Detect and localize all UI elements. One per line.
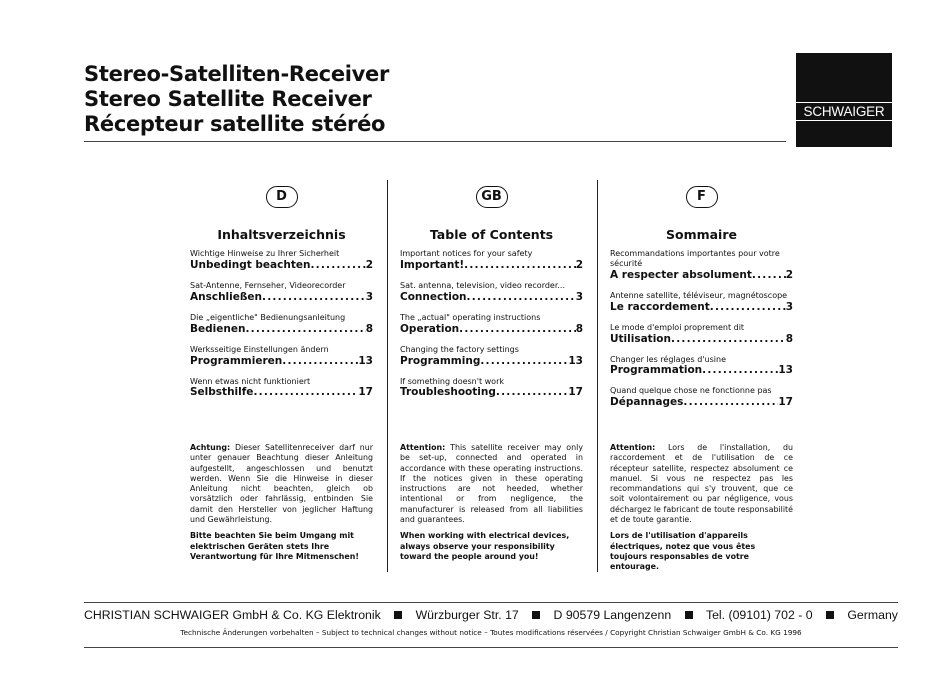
toc-page: 13: [568, 354, 583, 367]
square-bullet-icon: [394, 611, 402, 619]
footer-rule-bottom: [84, 647, 898, 648]
leader-dots: [245, 323, 365, 336]
toc-page: 13: [778, 364, 793, 377]
toc-entry: [190, 249, 373, 272]
toc-entry: [400, 281, 583, 304]
footer-street: Würzburger Str. 17: [415, 608, 519, 622]
leader-dots: [480, 355, 568, 368]
toc-description: Recommandations importantes pour votre sécurité: [610, 249, 780, 269]
square-bullet-icon: [685, 611, 693, 619]
toc-description: Sat. antenna, television, video recorder...: [400, 281, 566, 291]
toc-description: Wenn etwas nicht funktioniert: [190, 376, 311, 386]
leader-dots: [702, 364, 778, 377]
toc-description: The „actual" operating instructions: [400, 313, 541, 322]
toc-heading: Inhaltsverzeichnis: [217, 227, 346, 242]
toc-column-french: [610, 186, 793, 418]
footer-city: D 90579 Langenzenn: [553, 608, 672, 622]
language-badge: F: [686, 186, 718, 208]
footer-rule-top: [84, 602, 898, 603]
note-text: Lors de l'installation, du raccordement et de l'utilisation de ce récepteur satellite, respectez absolument ce manuel. Si vous ne respectez pas les recommandations qui s'y trouvent, que ce soit volontairement ou par négligence, vous déchargez le fabricant de toute responsabilité et de toute garantie.: [610, 443, 794, 525]
toc-entry: [610, 355, 793, 378]
toc-entry: [400, 249, 583, 272]
language-badge: GB: [476, 186, 508, 208]
toc-page: 3: [575, 291, 583, 303]
toc-title: Connection: [400, 291, 467, 303]
footer-notice: Technische Änderungen vorbehalten – Subject to technical changes without notice – Toutes modifications réservées / Copyright Christian Schwaiger GmbH & Co. KG 1996: [180, 628, 802, 637]
note-bold-text: When working with electrical devices, always observe your responsibility toward the people around you!: [400, 531, 570, 561]
leader-dots: [282, 355, 358, 368]
toc-page: 8: [575, 322, 583, 335]
toc-heading: Sommaire: [665, 227, 737, 242]
toc-page: 8: [365, 322, 373, 335]
toc-page: 2: [575, 259, 583, 272]
toc-column-german: [190, 186, 373, 408]
leader-dots: [496, 386, 569, 399]
toc-entry: [400, 345, 583, 368]
square-bullet-icon: [826, 611, 834, 619]
toc-title: Le raccordement: [610, 300, 710, 313]
note-bold-text: Bitte beachten Sie beim Umgang mit elektrischen Geräten stets Ihre Verantwortung für Ihre Mitmenschen!: [190, 531, 359, 561]
document-titles: [84, 62, 389, 137]
toc-entry: [610, 386, 793, 409]
toc-entry: [610, 249, 793, 282]
toc-page: 17: [568, 386, 583, 399]
leader-dots: [710, 301, 786, 314]
toc-entry: [400, 313, 583, 336]
toc-entry: [400, 377, 583, 400]
leader-dots: [262, 291, 366, 304]
toc-title: Bedienen: [190, 322, 246, 335]
toc-page: 17: [778, 396, 793, 409]
toc-page: 17: [358, 386, 373, 399]
title-english: Stereo Satellite Receiver: [84, 87, 372, 111]
toc-title: Unbedingt beachten: [190, 259, 311, 272]
toc-title: Troubleshooting: [400, 386, 496, 399]
note-label: Attention:: [400, 443, 446, 452]
toc-title: Programmation: [610, 364, 703, 377]
toc-page: 2: [785, 269, 793, 281]
leader-dots: [310, 259, 365, 272]
toc-description: Important notices for your safety: [400, 249, 533, 259]
toc-description: Le mode d'emploi proprement dit: [610, 322, 745, 332]
note-text: Dieser Satellitenreceiver darf nur unter genauer Beachtung dieser Anleitung aufgestellt, angeschlossen und benutzt werden. Wenn Sie die Hinweise in dieser Anleitung nicht beachten, gleich ob vorsätzlich oder fahrlässig, entbinden Sie damit den Hersteller von jeglicher Haftung und Gewährleistung.: [190, 443, 373, 525]
toc-description: Antenne satellite, téléviseur, magnétoscope: [610, 291, 788, 300]
footer-address: [84, 608, 898, 622]
title-underline: [84, 141, 786, 142]
toc-description: Sat-Antenne, Fernseher, Videorecorder: [190, 281, 346, 291]
toc-title: Utilisation: [610, 332, 671, 345]
toc-description: Wichtige Hinweise zu Ihrer Sicherheit: [190, 249, 340, 259]
toc-description: If something doesn't work: [400, 376, 504, 386]
toc-column-english: [400, 186, 583, 408]
toc-entry: [190, 377, 373, 400]
toc-page: 2: [365, 259, 373, 272]
toc-entry: [610, 291, 793, 314]
safety-note-french: [610, 443, 793, 579]
toc-page: 13: [358, 354, 373, 367]
toc-page: 3: [365, 291, 373, 303]
footer-company: CHRISTIAN SCHWAIGER GmbH & Co. KG Elektronik: [84, 608, 381, 622]
leader-dots: [253, 386, 358, 399]
footer-country: Germany: [847, 608, 898, 622]
column-divider: [387, 180, 388, 572]
note-text: This satellite receiver may only be set-up, connected and operated in accordance with these operating instructions. If the notices given in these operating instructions are not heeded, whether intentional or from negligence, the manufacturer is released from all liabilities and guarantees.: [400, 443, 583, 525]
toc-title: Programming: [400, 354, 481, 367]
leader-dots: [683, 396, 778, 409]
toc-description: Werksseitige Einstellungen ändern: [190, 344, 329, 354]
toc-description: Quand quelque chose ne fonctionne pas: [610, 386, 772, 396]
toc-entry: [190, 313, 373, 336]
toc-title: Dépannages: [610, 396, 684, 409]
toc-page: 3: [785, 300, 793, 313]
note-label: Achtung:: [190, 443, 231, 452]
toc-title: A respecter absolument: [610, 269, 752, 281]
toc-title: Operation: [400, 322, 460, 335]
title-french: Récepteur satellite stéréo: [84, 112, 386, 136]
column-divider: [597, 180, 598, 572]
toc-entry: [190, 281, 373, 304]
square-bullet-icon: [532, 611, 540, 619]
safety-note-english: [400, 443, 583, 568]
safety-note-german: [190, 443, 373, 568]
toc-title: Programmieren: [190, 354, 283, 367]
footer-phone: Tel. (09101) 702 - 0: [705, 608, 813, 622]
toc-title: Important!: [400, 259, 465, 272]
title-german: Stereo-Satelliten-Receiver: [84, 62, 390, 86]
brand-logo: [796, 53, 892, 147]
toc-heading: Table of Contents: [429, 227, 554, 242]
leader-dots: [459, 323, 576, 336]
leader-dots: [464, 259, 576, 272]
toc-entry: [610, 323, 793, 346]
toc-description: Changer les réglages d'usine: [610, 354, 726, 364]
toc-entry: [190, 345, 373, 368]
toc-page: 8: [785, 332, 793, 345]
note-label: Attention:: [610, 443, 656, 452]
toc-title: Anschließen: [190, 291, 263, 303]
language-badge: D: [266, 186, 298, 208]
leader-dots: [467, 291, 576, 304]
toc-description: Die „eigentliche" Bedienungsanleitung: [190, 313, 346, 322]
brand-name: SCHWAIGER: [796, 102, 892, 121]
leader-dots: [752, 269, 786, 282]
note-bold-text: Lors de l'utilisation d'appareils électriques, notez que vous êtes toujours responsables de votre entourage.: [610, 531, 756, 572]
toc-title: Selbsthilfe: [190, 386, 254, 399]
leader-dots: [671, 333, 786, 346]
toc-description: Changing the factory settings: [400, 344, 519, 354]
